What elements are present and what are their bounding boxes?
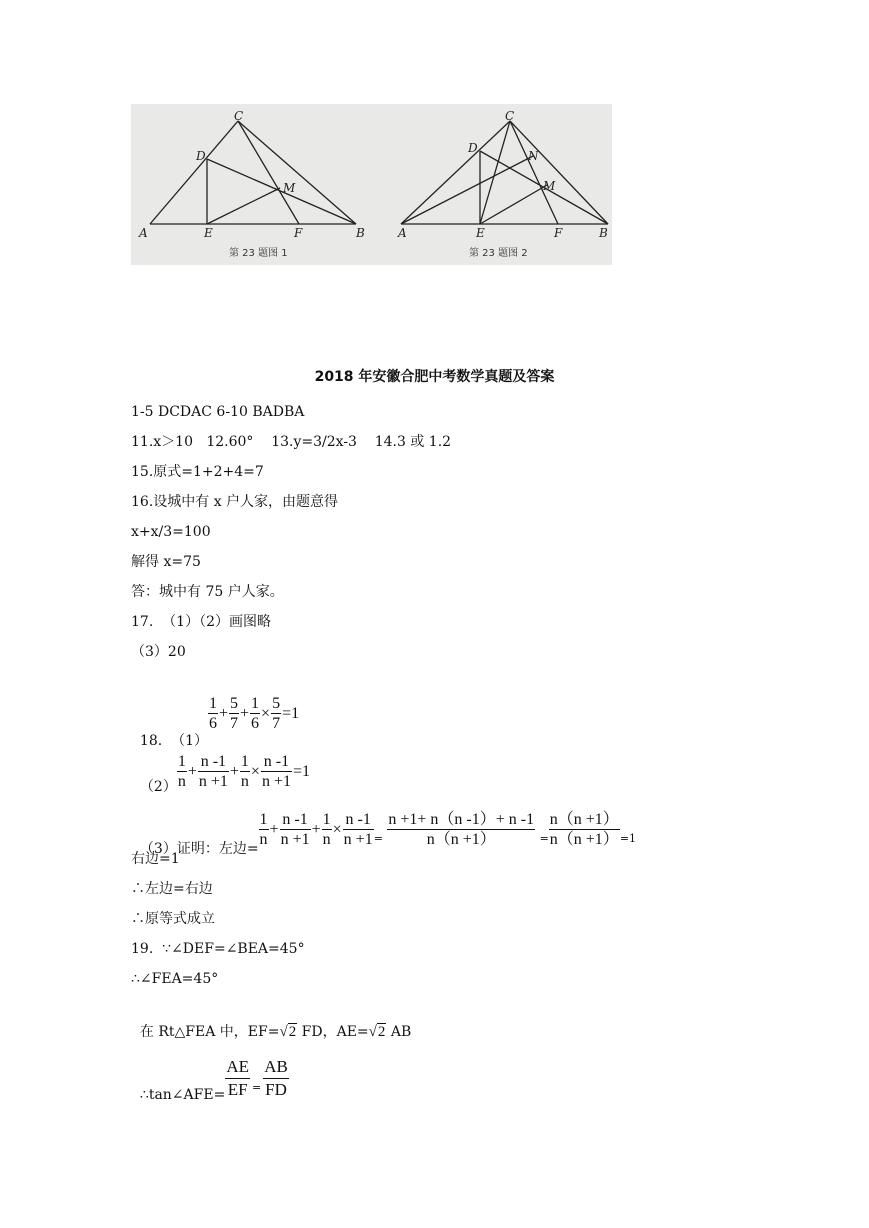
document-title: 2018 年安徽合肥中考数学真题及答案 <box>314 369 555 385</box>
answer-line-16-solution: 解得 x=75 <box>131 554 201 570</box>
answer-line-19: 19. ∵∠DEF=∠BEA=45° <box>131 941 305 957</box>
fraction-1-6: $\frac{1}{6}$ <box>208 695 217 732</box>
answer-line-16: 16.设城中有 x 户人家，由题意得 <box>131 494 339 510</box>
answer-line-19-fea: ∴∠FEA=45° <box>131 971 219 987</box>
answer-line-15: 15.原式=1+2+4=7 <box>131 464 264 480</box>
answer-line-11-14: 11.x＞10 12.60° 13.y=3/2x-3 14.3 或 1.2 <box>131 434 452 450</box>
proof-fraction-1-n-b: $\frac{1}{n}$ <box>322 811 331 848</box>
answer-line-19-rt: 在 Rt△FEA 中，EF=√2 FD，AE=√2 AB <box>139 1024 412 1040</box>
fig1-segment-ac <box>150 121 238 224</box>
proof-fraction-nm1-np1: $\frac{n -1}{n +1}$ <box>280 811 310 848</box>
sqrt-2-a: √2 <box>279 1024 297 1040</box>
proof-result-fraction: $\frac{n(n +1)}{n(n +1)}$ <box>549 811 619 848</box>
figures-svg <box>131 104 612 265</box>
fig1-segment-cf <box>238 121 299 224</box>
fig1-label-c: C <box>234 109 244 123</box>
fig2-segment-cb <box>510 121 608 224</box>
fraction-5-7-b: $\frac{5}{7}$ <box>272 695 281 732</box>
fig2-label-b: B <box>599 226 608 240</box>
answer-line-equal: ∴左边=右边 <box>131 881 213 897</box>
fig1-label-b: B <box>356 226 365 240</box>
fig2-label-f: F <box>554 226 563 240</box>
fig2-label-e: E <box>476 226 485 240</box>
answer-line-16-answer: 答：城中有 75 户人家。 <box>131 584 284 600</box>
answer-line-19-tan: ∴tan∠AFE= $\frac{AE}{EF}$ $_=$ $\frac{AB}{FD}$ <box>139 1057 288 1103</box>
fraction-ab-fd: $\frac{AB}{FD}$ <box>264 1057 288 1099</box>
fraction-5-7: $\frac{5}{7}$ <box>230 695 239 732</box>
proof-fraction-1-n: $\frac{1}{n}$ <box>259 811 268 848</box>
fig2-caption: 第 23 题图 2 <box>469 248 528 259</box>
proof-combined-fraction: $\frac{n +1+ n(n -1)+ n -1}{n(n +1)}$ <box>388 811 535 848</box>
proof-fraction-nm1-np1-b: $\frac{n -1}{n +1}$ <box>343 811 373 848</box>
sqrt-2-b: √2 <box>368 1024 386 1040</box>
fig2-segment-an <box>401 156 533 224</box>
fig1-segment-em <box>207 188 280 224</box>
fig2-label-n: N <box>528 149 539 163</box>
fig2-label-d: D <box>468 141 478 155</box>
fig1-label-e: E <box>204 226 213 240</box>
fig2-label-c: C <box>505 109 515 123</box>
answer-line-17: 17. （1）（2）画图略 <box>131 614 271 630</box>
fraction-ae-ef: $\frac{AE}{EF}$ <box>226 1057 249 1099</box>
fig2-label-a: A <box>398 226 407 240</box>
fig2-label-m: M <box>543 179 556 193</box>
answer-line-holds: ∴原等式成立 <box>131 911 215 927</box>
fig1-segment-db <box>207 159 356 224</box>
answer-line-18-3: （3）证明：左边= $\frac{1}{n}$ + $\frac{n -1}{n +1}$ + $\frac{1}{n}$ × $\frac{n -1}{n +1}$ $_=$ $\frac{n +1+ n(n -1)+ n -1}{n(n +1)}$ $_=$ $\frac{n(n +1)}{n(n +1)}$ $_{=1}$ <box>139 811 637 857</box>
q18-3-label: （3）证明：左边= <box>139 840 259 857</box>
answer-line-17-3: （3）20 <box>131 644 186 660</box>
q18-2-label: （2） <box>139 778 177 795</box>
fraction-nm1-np1-b: $\frac{n -1}{n +1}$ <box>261 753 291 790</box>
fraction-nm1-np1: $\frac{n -1}{n +1}$ <box>198 753 228 790</box>
fig1-label-a: A <box>139 226 148 240</box>
fig1-label-d: D <box>196 149 206 163</box>
answer-line-16-equation: x+x/3=100 <box>131 524 211 540</box>
answer-line-18-2: （2） $\frac{1}{n}$ + $\frac{n -1}{n +1}$ + $\frac{1}{n}$ × $\frac{n -1}{n +1}$ =1 <box>139 753 311 795</box>
fraction-1-6-b: $\frac{1}{6}$ <box>251 695 260 732</box>
answer-line-1-10: 1-5 DCDAC 6-10 BADBA <box>131 404 305 420</box>
fig1-caption: 第 23 题图 1 <box>229 248 288 259</box>
fig1-label-m: M <box>283 181 296 195</box>
fig1-segment-cb <box>238 121 356 224</box>
geometry-figures <box>131 104 612 265</box>
q18-1-label: 18. （1） <box>139 732 208 749</box>
fig1-label-f: F <box>294 226 303 240</box>
fraction-1-n: $\frac{1}{n}$ <box>177 753 186 790</box>
answer-line-right-side: 右边=1 <box>131 851 180 867</box>
answer-line-18-1: 18. （1） $\frac{1}{6}$ + $\frac{5}{7}$ + $\frac{1}{6}$ × $\frac{5}{7}$ =1 <box>139 695 300 749</box>
fig2-segment-ac <box>401 121 510 224</box>
fraction-1-n-b: $\frac{1}{n}$ <box>240 753 249 790</box>
